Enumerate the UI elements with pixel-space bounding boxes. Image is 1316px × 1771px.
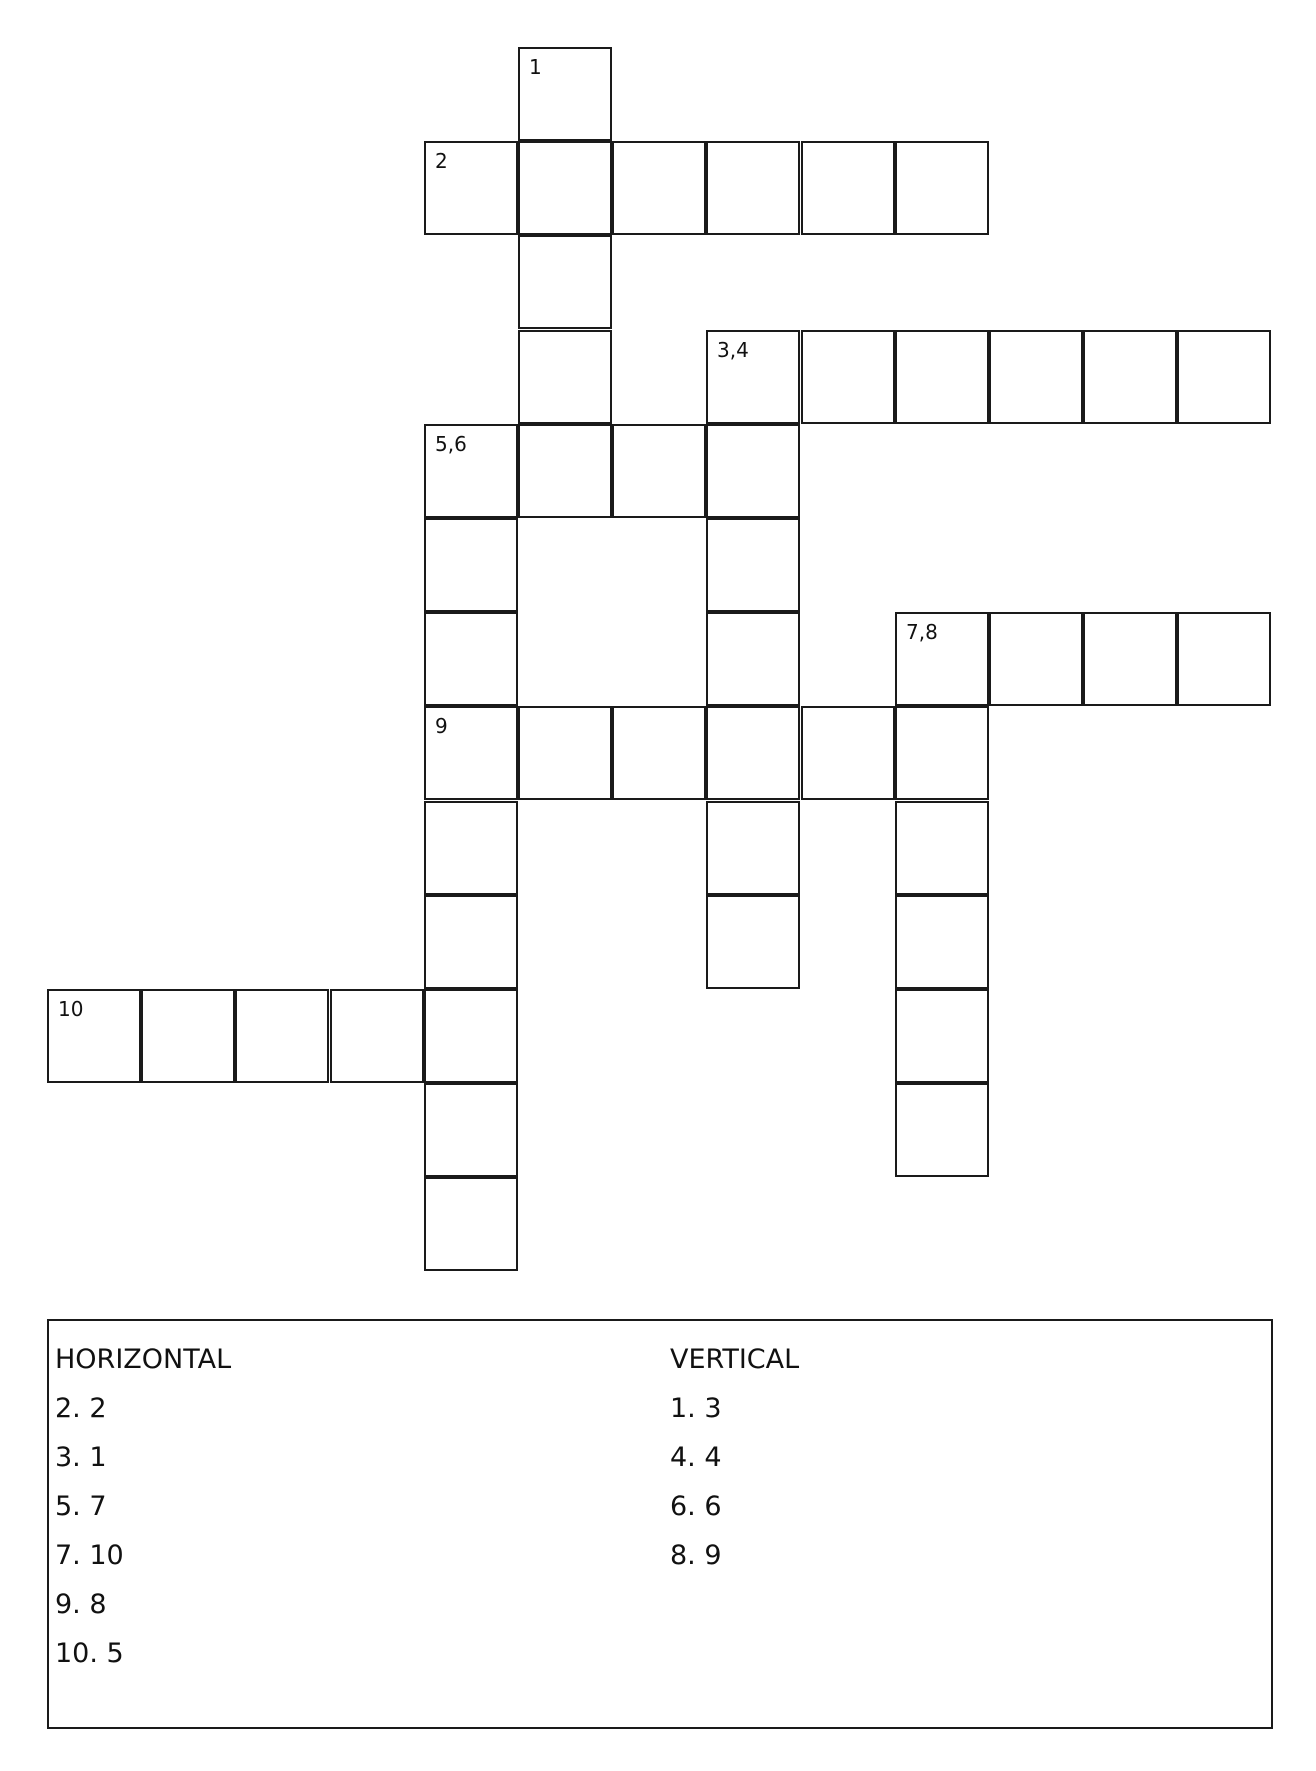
cell-number: 2 bbox=[435, 149, 448, 173]
vertical-clue: 1. 3 bbox=[670, 1393, 722, 1424]
crossword-cell[interactable] bbox=[1177, 612, 1271, 706]
cell-number: 1 bbox=[529, 55, 542, 79]
crossword-cell[interactable] bbox=[895, 1083, 989, 1177]
crossword-cell[interactable] bbox=[706, 801, 800, 895]
crossword-cell[interactable] bbox=[706, 424, 800, 518]
crossword-cell[interactable] bbox=[895, 706, 989, 800]
crossword-cell[interactable] bbox=[895, 330, 989, 424]
crossword-cell[interactable] bbox=[1083, 330, 1177, 424]
horizontal-clue: 9. 8 bbox=[55, 1589, 107, 1620]
crossword-cell[interactable] bbox=[989, 612, 1083, 706]
crossword-cell[interactable] bbox=[518, 47, 612, 141]
crossword-cell[interactable] bbox=[706, 706, 800, 800]
crossword-cell[interactable] bbox=[518, 330, 612, 424]
cell-number: 9 bbox=[435, 714, 448, 738]
crossword-cell[interactable] bbox=[47, 989, 141, 1083]
crossword-cell[interactable] bbox=[424, 1177, 518, 1271]
crossword-cell[interactable] bbox=[706, 141, 800, 235]
horizontal-clue: 3. 1 bbox=[55, 1442, 107, 1473]
crossword-cell[interactable] bbox=[1177, 330, 1271, 424]
vertical-clue: 6. 6 bbox=[670, 1491, 722, 1522]
crossword-cell[interactable] bbox=[518, 424, 612, 518]
crossword-cell[interactable] bbox=[801, 706, 895, 800]
crossword-cell[interactable] bbox=[706, 895, 800, 989]
crossword-cell[interactable] bbox=[330, 989, 424, 1083]
crossword-cell[interactable] bbox=[424, 801, 518, 895]
cell-number: 7,8 bbox=[906, 620, 938, 644]
crossword-cell[interactable] bbox=[424, 518, 518, 612]
vertical-clue: 8. 9 bbox=[670, 1540, 722, 1571]
horizontal-clues bbox=[55, 1335, 231, 1678]
vertical-clues bbox=[670, 1335, 799, 1580]
crossword-cell[interactable] bbox=[895, 989, 989, 1083]
cell-number: 10 bbox=[58, 997, 84, 1021]
horizontal-heading: HORIZONTAL bbox=[55, 1344, 232, 1375]
crossword-cell[interactable] bbox=[141, 989, 235, 1083]
crossword-cell[interactable] bbox=[518, 706, 612, 800]
horizontal-clue: 10. 5 bbox=[55, 1638, 124, 1669]
crossword-cell[interactable] bbox=[895, 141, 989, 235]
crossword-cell[interactable] bbox=[235, 989, 329, 1083]
crossword-cell[interactable] bbox=[612, 141, 706, 235]
crossword-cell[interactable] bbox=[895, 895, 989, 989]
horizontal-clue: 2. 2 bbox=[55, 1393, 107, 1424]
cell-number: 3,4 bbox=[717, 338, 749, 362]
crossword-cell[interactable] bbox=[612, 706, 706, 800]
crossword-cell[interactable] bbox=[424, 424, 518, 518]
vertical-clue: 4. 4 bbox=[670, 1442, 722, 1473]
crossword-cell[interactable] bbox=[895, 612, 989, 706]
horizontal-clue: 5. 7 bbox=[55, 1491, 107, 1522]
crossword-cell[interactable] bbox=[895, 801, 989, 895]
crossword-cell[interactable] bbox=[801, 141, 895, 235]
crossword-cell[interactable] bbox=[518, 141, 612, 235]
crossword-cell[interactable] bbox=[706, 518, 800, 612]
crossword-cell[interactable] bbox=[801, 330, 895, 424]
crossword-cell[interactable] bbox=[424, 706, 518, 800]
crossword-cell[interactable] bbox=[706, 612, 800, 706]
clues-panel bbox=[47, 1319, 1273, 1729]
crossword-cell[interactable] bbox=[424, 1083, 518, 1177]
vertical-heading: VERTICAL bbox=[670, 1344, 800, 1375]
crossword-cell[interactable] bbox=[424, 989, 518, 1083]
cell-number: 5,6 bbox=[435, 432, 467, 456]
crossword-cell[interactable] bbox=[424, 141, 518, 235]
crossword-cell[interactable] bbox=[424, 895, 518, 989]
crossword-cell[interactable] bbox=[989, 330, 1083, 424]
crossword-cell[interactable] bbox=[518, 235, 612, 329]
crossword-cell[interactable] bbox=[424, 612, 518, 706]
crossword-cell[interactable] bbox=[612, 424, 706, 518]
crossword-cell[interactable] bbox=[706, 330, 800, 424]
horizontal-clue: 7. 10 bbox=[55, 1540, 124, 1571]
crossword-cell[interactable] bbox=[1083, 612, 1177, 706]
